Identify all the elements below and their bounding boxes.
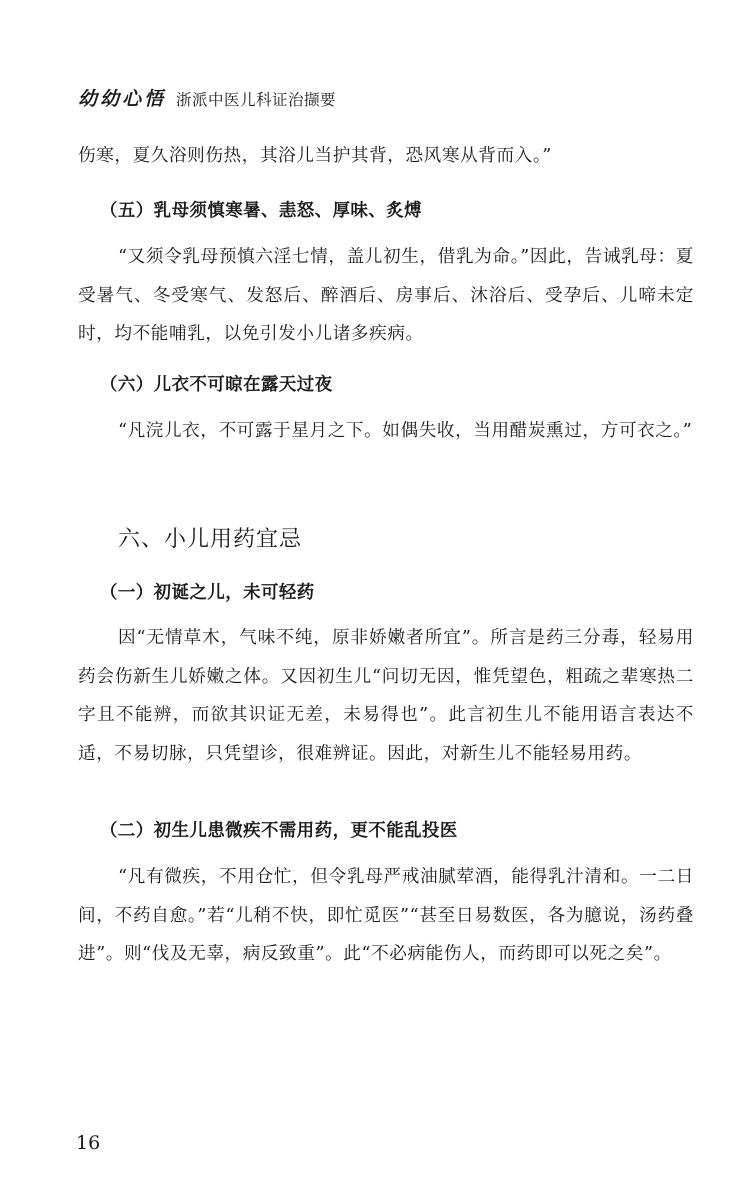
- section-heading: 六、小儿用药宜忌: [118, 527, 303, 552]
- paragraph-5: “又须令乳母预慎六淫七情，盖儿初生，借乳为命。”因此，告诫乳母：夏受暑气、冬受寒气、发怒后、醉酒后、房事后、沐浴后、受孕后、儿啼未定时，均不能哺乳，以免引发小儿诸多疾病。: [78, 247, 694, 344]
- subheading-s6-2: （二）初生儿患微疾不需用药，更不能乱投医: [100, 821, 458, 841]
- subheading-s6-1: （一）初诞之儿，未可轻药: [100, 583, 315, 603]
- series-brand: 幼幼心悟: [78, 88, 167, 110]
- paragraph-s6-1: 因“无情草木，气味不纯，原非娇嫩者所宜”。所言是药三分毒，轻易用药会伤新生儿娇嫩之体。又因初生儿“问切无因，惟凭望色，粗疏之辈寒热二字且不能辨，而欲其识证无差，未易得也”。此言初生儿不能用语言表达不适，不易切脉，只凭望诊，很难辨证。因此，对新生儿不能轻易用药。: [78, 628, 694, 764]
- subheading-6: （六）儿衣不可晾在露天过夜: [100, 375, 333, 395]
- paragraph-s6-2: “凡有微疾，不用仓忙，但令乳母严戒油腻荤酒，能得乳汁清和。一二日间，不药自愈。”若“儿稍不快，即忙觅医”“甚至日易数医，各为臆说，汤药叠进”。则“伐及无辜，病反致重”。此“不必病能伤人，而药即可以死之矣”。: [78, 867, 694, 964]
- page-number: 16: [76, 1132, 101, 1154]
- running-header: [78, 84, 336, 110]
- subheading-5: （五）乳母须慎寒暑、恚怒、厚味、炙煿: [100, 201, 423, 221]
- paragraph-6: “凡浣儿衣，不可露于星月之下。如偶失收，当用醋炭熏过，方可衣之。”: [118, 421, 693, 441]
- book-title: 浙派中医儿科证治撷要: [176, 91, 337, 109]
- continued-paragraph: 伤寒，夏久浴则伤热，其浴儿当护其背，恐风寒从背而入。”: [78, 146, 552, 166]
